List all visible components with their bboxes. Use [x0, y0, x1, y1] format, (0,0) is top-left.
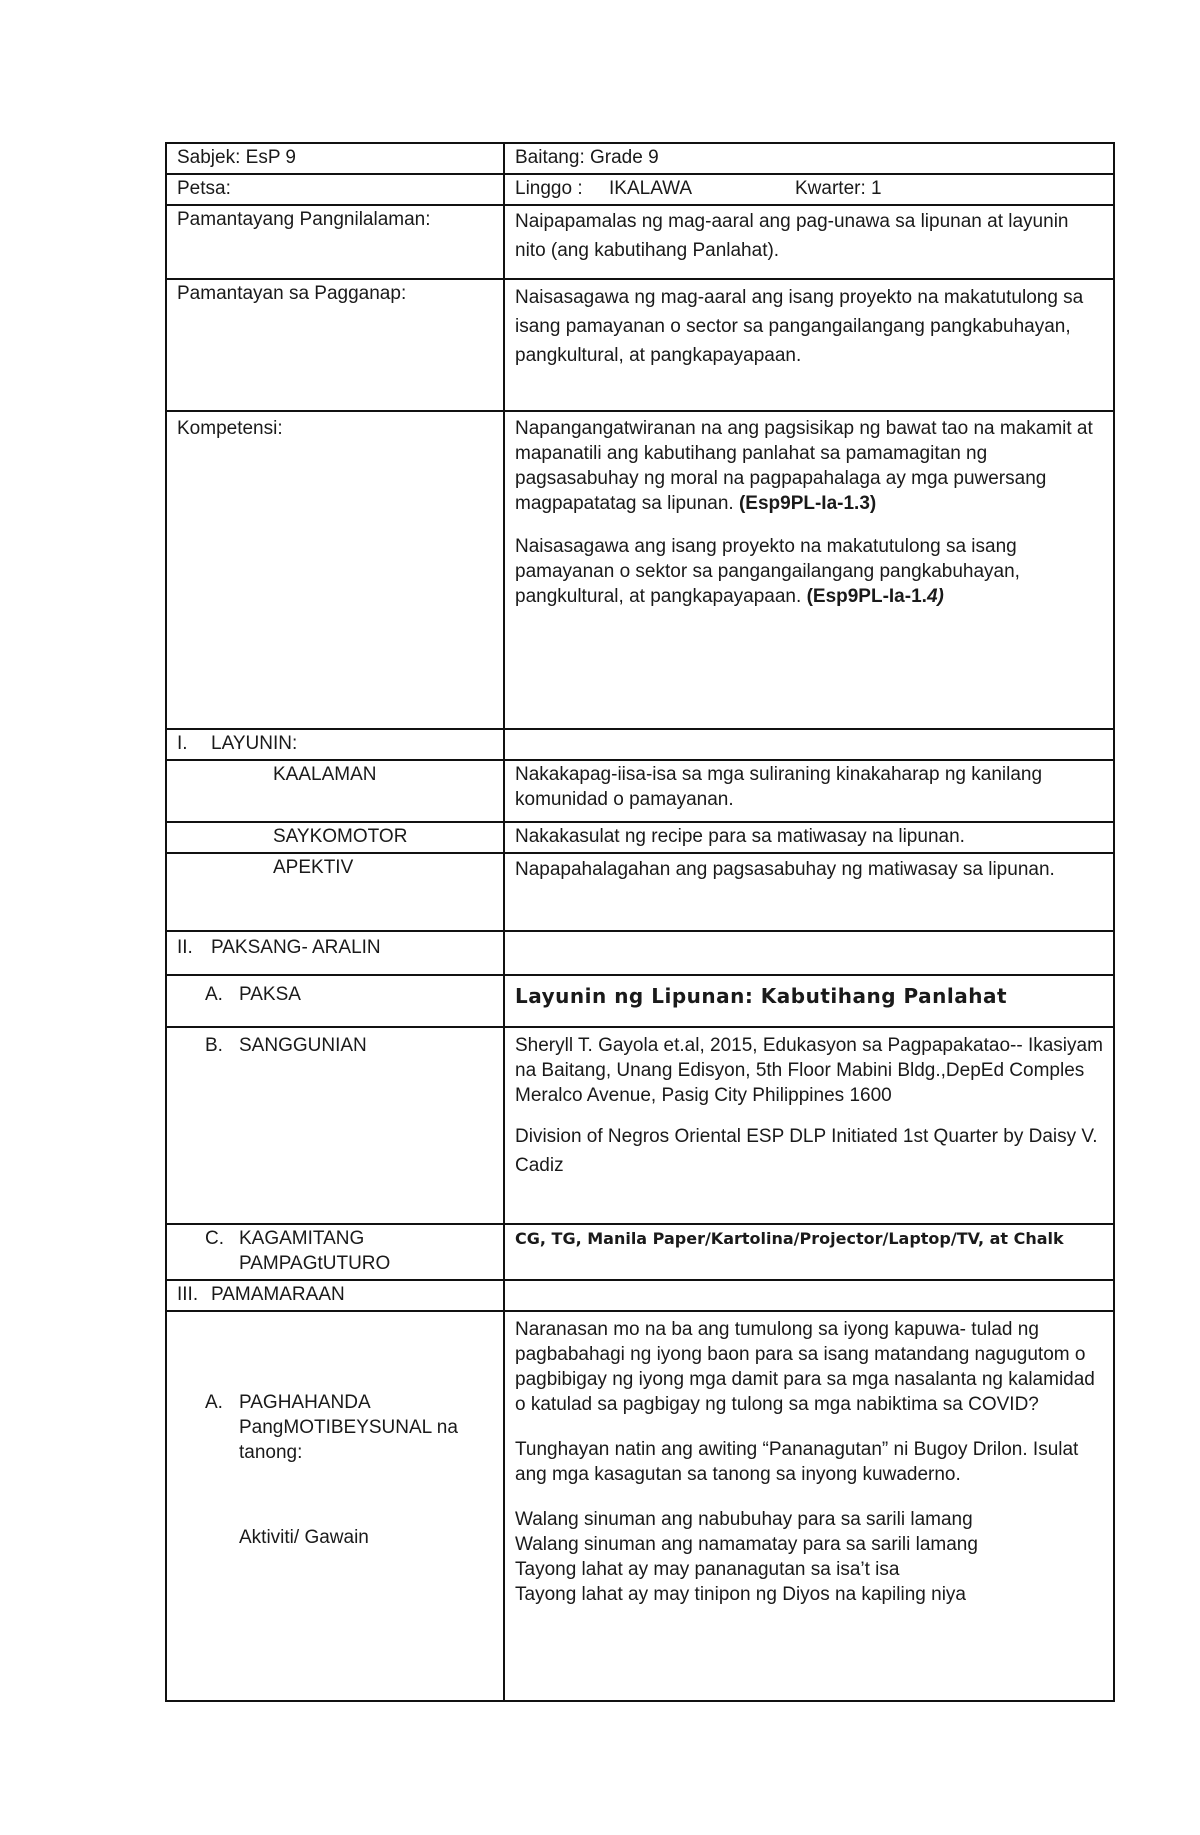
objectives-heading [166, 729, 504, 760]
week-value: IKALAWA [609, 178, 693, 199]
psychomotor-value: Nakakasulat ng recipe para sa matiwasay na lipunan. [504, 822, 1114, 853]
objectives-heading-empty [504, 729, 1114, 760]
reference-value-1: Sheryll T. Gayola et.al, 2015, Edukasyon sa Pagpapakatao-- Ikasiyam na Baitang, Unang Edisyon, 5th Floor Mabini Bldg.,DepEd Comples Meralco Avenue, Pasig City Philippines 1600 [515, 1035, 1103, 1106]
materials-label: KAGAMITANG PAMPAGtUTURO [239, 1228, 391, 1274]
reference-label: SANGGUNIAN [239, 1035, 367, 1056]
competency-value [504, 411, 1114, 729]
reference-cell [166, 1027, 504, 1224]
song-intro: Tunghayan natin ang awiting “Pananagutan” ni Bugoy Drilon. Isulat ang mga kasagutan sa tanong sa inyong kuwaderno. [515, 1439, 1079, 1485]
psychomotor-label: SAYKOMOTOR [166, 822, 504, 853]
reference-row [166, 1027, 1114, 1224]
preparation-letter: A. [205, 1392, 223, 1413]
content-standard-row [166, 205, 1114, 279]
objectives-num: I. [177, 733, 188, 754]
topic-value: Layunin ng Lipunan: Kabutihang Panlahat [515, 984, 1008, 1008]
quarter-value: Kwarter: 1 [795, 178, 882, 199]
date-row [166, 174, 1114, 205]
topic-row [166, 975, 1114, 1027]
subject-matter-heading-row [166, 931, 1114, 975]
competency-second [515, 534, 1103, 609]
activity-label: Aktiviti/ Gawain [239, 1527, 369, 1548]
psychomotor-row [166, 822, 1114, 853]
reference-letter: B. [205, 1035, 223, 1056]
procedure-title: PAMAMARAAN [211, 1284, 345, 1305]
preparation-label: PAGHAHANDA PangMOTIBEYSUNAL na tanong: [239, 1392, 458, 1463]
content-standard-value: Naipapamalas ng mag-aaral ang pag-unawa sa lipunan at layunin nito (ang kabutihang Panlahat). [504, 205, 1114, 279]
knowledge-label: KAALAMAN [166, 760, 504, 822]
subject-matter-heading [166, 931, 504, 975]
performance-standard-value: Naisasagawa ng mag-aaral ang isang proyekto na makatutulong sa isang pamayanan o sector sa pangangailangang pangkabuhayan, pangkultural, at pangkapayapaan. [504, 279, 1114, 411]
procedure-num: III. [177, 1284, 199, 1305]
lyric-line: Tayong lahat ay may tinipon ng Diyos na kapiling niya [515, 1584, 966, 1605]
motivational-question: Naranasan mo na ba ang tumulong sa iyong kapuwa- tulad ng pagbabahagi ng iyong baon para sa isang matandang nagugutom o pagbibigay ng iyong mga damit para sa mga nasalanta ng kalamidad o katulad sa pagbigay ng tulong sa mga nabiktima sa COVID? [515, 1319, 1095, 1415]
subject-matter-num: II. [177, 937, 193, 958]
topic-cell [166, 975, 504, 1027]
affective-row [166, 853, 1114, 931]
song-lyrics [515, 1507, 1103, 1607]
topic-value-cell [504, 975, 1114, 1027]
procedure-heading-empty [504, 1280, 1114, 1311]
performance-standard-label: Pamantayan sa Pagganap: [166, 279, 504, 411]
reference-value-2: Division of Negros Oriental ESP DLP Initiated 1st Quarter by Daisy V. Cadiz [515, 1126, 1098, 1176]
subject-cell: Sabjek: EsP 9 [166, 143, 504, 174]
content-standard-label: Pamantayang Pangnilalaman: [166, 205, 504, 279]
materials-value: CG, TG, Manila Paper/Kartolina/Projector/Laptop/TV, at Chalk [515, 1229, 1064, 1248]
competency-second-text: Naisasagawa ang isang proyekto na makatutulong sa isang pamayanan o sektor sa pangangailangang pangkabuhayan, pangkultural, at pangkapayapaan. [515, 536, 1020, 607]
affective-label: APEKTIV [166, 853, 504, 931]
reference-value-cell [504, 1027, 1114, 1224]
competency-first [515, 416, 1103, 516]
materials-value-cell [504, 1224, 1114, 1280]
competency-second-code-main: (Esp9PL-Ia-1. [806, 586, 927, 607]
lesson-plan-table [165, 142, 1115, 1702]
subject-matter-heading-empty [504, 931, 1114, 975]
topic-letter: A. [205, 984, 223, 1005]
preparation-row [166, 1311, 1114, 1701]
objectives-title: LAYUNIN: [211, 733, 298, 754]
materials-cell [166, 1224, 504, 1280]
week-label: Linggo : [515, 178, 583, 199]
procedure-heading-row [166, 1280, 1114, 1311]
performance-standard-row [166, 279, 1114, 411]
materials-letter: C. [205, 1228, 224, 1249]
date-cell: Petsa: [166, 174, 504, 205]
competency-label: Kompetensi: [166, 411, 504, 729]
lyric-line: Walang sinuman ang namamatay para sa sarili lamang [515, 1534, 978, 1555]
competency-second-code-tail: 4) [926, 586, 944, 607]
subject-row [166, 143, 1114, 174]
subject-matter-title: PAKSANG- ARALIN [211, 937, 381, 958]
materials-row [166, 1224, 1114, 1280]
preparation-cell [166, 1311, 504, 1701]
affective-value: Napapahalagahan ang pagsasabuhay ng matiwasay sa lipunan. [504, 853, 1114, 931]
competency-second-code [807, 586, 944, 607]
lyric-line: Walang sinuman ang nabubuhay para sa sarili lamang [515, 1509, 973, 1530]
procedure-heading [166, 1280, 504, 1311]
grade-cell: Baitang: Grade 9 [504, 143, 1114, 174]
knowledge-value: Nakakapag-iisa-isa sa mga suliraning kinakaharap ng kanilang komunidad o pamayanan. [504, 760, 1114, 822]
topic-label: PAKSA [239, 984, 301, 1005]
knowledge-row [166, 760, 1114, 822]
competency-first-text: Napangangatwiranan na ang pagsisikap ng bawat tao na makamit at mapanatili ang kabutihang panlahat sa pamamagitan ng pagsasabuhay ng moral na pagpapahalaga ay mga puwersang magpapatatag sa lipunan. [515, 418, 1093, 514]
objectives-heading-row [166, 729, 1114, 760]
lyric-line: Tayong lahat ay may pananagutan sa isa’t isa [515, 1559, 900, 1580]
competency-first-code: (Esp9PL-Ia-1.3) [738, 493, 877, 514]
competency-row [166, 411, 1114, 729]
week-quarter-cell [504, 174, 1114, 205]
preparation-value-cell [504, 1311, 1114, 1701]
